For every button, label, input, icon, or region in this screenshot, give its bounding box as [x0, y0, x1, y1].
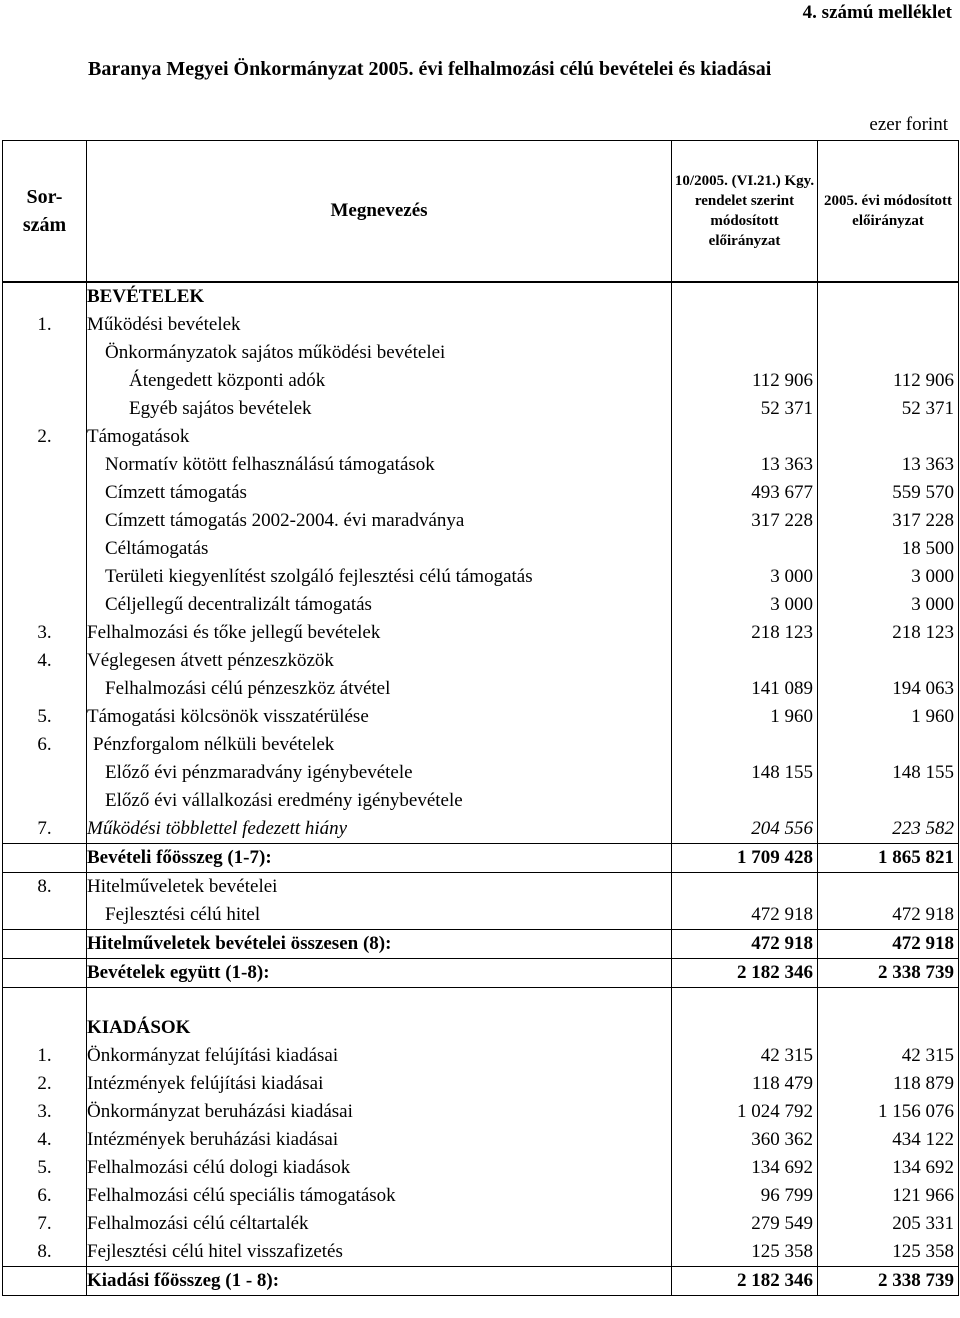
- row-value-a: 279 549: [672, 1210, 818, 1238]
- row-value-a: 472 918: [672, 901, 818, 930]
- row-number: 6.: [3, 1182, 87, 1210]
- row-number: [3, 479, 87, 507]
- row-value-b: 52 371: [818, 395, 959, 423]
- row-label: Előző évi pénzmaradvány igénybevétele: [87, 759, 672, 787]
- row-value-a: 52 371: [672, 395, 818, 423]
- row-value-b: 112 906: [818, 367, 959, 395]
- row-number: 4.: [3, 647, 87, 675]
- row-number: 3.: [3, 1098, 87, 1126]
- table-row: [3, 619, 959, 647]
- table-header-row: [3, 141, 959, 283]
- table-row: [3, 703, 959, 731]
- row-value-a: 1 709 428: [672, 844, 818, 873]
- table-row: [3, 367, 959, 395]
- row-value-a: [672, 731, 818, 759]
- row-label: Átengedett központi adók: [87, 367, 672, 395]
- row-value-b: 3 000: [818, 563, 959, 591]
- income-grand-total-row: [3, 959, 959, 988]
- table-row: [3, 873, 959, 902]
- row-value-b: 18 500: [818, 535, 959, 563]
- row-number: [3, 563, 87, 591]
- row-value-a: [672, 311, 818, 339]
- row-value-b: 205 331: [818, 1210, 959, 1238]
- row-value-b: 472 918: [818, 930, 959, 959]
- table-row: [3, 1098, 959, 1126]
- row-label: Hitelműveletek bevételei: [87, 873, 672, 902]
- row-label: Bevételek együtt (1-8):: [87, 959, 672, 988]
- row-value-b: 13 363: [818, 451, 959, 479]
- row-value-a: 13 363: [672, 451, 818, 479]
- row-number: [3, 759, 87, 787]
- table-row: [3, 1126, 959, 1154]
- row-value-b: [818, 311, 959, 339]
- row-number: 4.: [3, 1126, 87, 1154]
- table-row: [3, 815, 959, 844]
- row-value-a: 3 000: [672, 591, 818, 619]
- row-label: Pénzforgalom nélküli bevételek: [87, 731, 672, 759]
- row-number: 8.: [3, 873, 87, 902]
- row-value-a: 360 362: [672, 1126, 818, 1154]
- row-label: Kiadási főösszeg (1 - 8):: [87, 1267, 672, 1296]
- unit-label: ezer forint: [869, 114, 948, 135]
- table-row: [3, 311, 959, 339]
- table-row: [3, 901, 959, 930]
- row-label: Bevételi főösszeg (1-7):: [87, 844, 672, 873]
- row-label: Fejlesztési célú hitel visszafizetés: [87, 1238, 672, 1267]
- row-value-a: 141 089: [672, 675, 818, 703]
- row-label: Normatív kötött felhasználású támogatások: [87, 451, 672, 479]
- table-row: [3, 535, 959, 563]
- row-value-b: 118 879: [818, 1070, 959, 1098]
- column-header-modositott: 2005. évi módosított előirányzat: [818, 141, 959, 283]
- column-header-sorszam: Sor-szám: [3, 141, 87, 283]
- row-value-b: 125 358: [818, 1238, 959, 1267]
- column-header-rendelet: 10/2005. (VI.21.) Kgy. rendelet szerint módosított előirányzat: [672, 141, 818, 283]
- row-label: Céltámogatás: [87, 535, 672, 563]
- section-heading-expenses: KIADÁSOK: [87, 1014, 672, 1042]
- row-number: 7.: [3, 815, 87, 844]
- row-label: Címzett támogatás 2002-2004. évi maradványa: [87, 507, 672, 535]
- table-row: [3, 731, 959, 759]
- row-value-b: 472 918: [818, 901, 959, 930]
- row-value-b: 223 582: [818, 815, 959, 844]
- row-value-b: 121 966: [818, 1182, 959, 1210]
- row-number: [3, 339, 87, 367]
- row-label: Működési többlettel fedezett hiány: [87, 815, 672, 844]
- table-row: [3, 479, 959, 507]
- table-row: [3, 1210, 959, 1238]
- row-label: Intézmények beruházási kiadásai: [87, 1126, 672, 1154]
- table-row: [3, 1238, 959, 1267]
- row-label: Felhalmozási és tőke jellegű bevételek: [87, 619, 672, 647]
- row-label: Intézmények felújítási kiadásai: [87, 1070, 672, 1098]
- row-number: 7.: [3, 1210, 87, 1238]
- row-value-a: 2 182 346: [672, 1267, 818, 1296]
- row-number: [3, 675, 87, 703]
- section-heading-income: BEVÉTELEK: [87, 282, 672, 311]
- row-label: Önkormányzat beruházási kiadásai: [87, 1098, 672, 1126]
- row-value-b: 1 960: [818, 703, 959, 731]
- row-number: [3, 535, 87, 563]
- row-value-b: 42 315: [818, 1042, 959, 1070]
- row-value-a: [672, 339, 818, 367]
- row-number: 6.: [3, 731, 87, 759]
- row-label: Területi kiegyenlítést szolgáló fejlesztési célú támogatás: [87, 563, 672, 591]
- row-value-b: [818, 873, 959, 902]
- row-number: [3, 901, 87, 930]
- row-value-b: 148 155: [818, 759, 959, 787]
- row-number: [3, 395, 87, 423]
- row-value-a: [672, 647, 818, 675]
- credit-total-row: [3, 930, 959, 959]
- income-subtotal-row: [3, 844, 959, 873]
- row-value-b: [818, 787, 959, 815]
- table-row: [3, 787, 959, 815]
- table-row: [3, 423, 959, 451]
- row-label: Felhalmozási célú pénzeszköz átvétel: [87, 675, 672, 703]
- row-value-a: 112 906: [672, 367, 818, 395]
- budget-table: [2, 140, 959, 1296]
- table-row: [3, 1070, 959, 1098]
- row-value-b: 1 865 821: [818, 844, 959, 873]
- spacer-row: [3, 988, 959, 1015]
- table-row: [3, 507, 959, 535]
- row-value-a: 96 799: [672, 1182, 818, 1210]
- row-value-b: 218 123: [818, 619, 959, 647]
- row-value-a: 472 918: [672, 930, 818, 959]
- row-label: Előző évi vállalkozási eredmény igénybevétele: [87, 787, 672, 815]
- row-value-a: 218 123: [672, 619, 818, 647]
- table-row: [3, 563, 959, 591]
- row-number: 5.: [3, 703, 87, 731]
- row-number: [3, 787, 87, 815]
- row-label: Támogatások: [87, 423, 672, 451]
- row-label: Felhalmozási célú speciális támogatások: [87, 1182, 672, 1210]
- row-value-a: 134 692: [672, 1154, 818, 1182]
- row-value-b: [818, 339, 959, 367]
- table-row: [3, 339, 959, 367]
- row-number: [3, 451, 87, 479]
- row-label: Önkormányzatok sajátos működési bevételei: [87, 339, 672, 367]
- row-value-a: [672, 787, 818, 815]
- row-value-b: [818, 423, 959, 451]
- table-row: [3, 451, 959, 479]
- table-row: [3, 395, 959, 423]
- row-value-a: [672, 873, 818, 902]
- section-heading-row: [3, 282, 959, 311]
- row-value-b: 434 122: [818, 1126, 959, 1154]
- row-number: [3, 367, 87, 395]
- row-label: Címzett támogatás: [87, 479, 672, 507]
- table-row: [3, 675, 959, 703]
- row-value-b: 134 692: [818, 1154, 959, 1182]
- row-value-a: [672, 535, 818, 563]
- row-value-a: 148 155: [672, 759, 818, 787]
- row-value-a: 1 024 792: [672, 1098, 818, 1126]
- row-number: [3, 591, 87, 619]
- row-number: 2.: [3, 1070, 87, 1098]
- table-row: [3, 647, 959, 675]
- row-number: 1.: [3, 1042, 87, 1070]
- row-label: Fejlesztési célú hitel: [87, 901, 672, 930]
- row-value-a: [672, 423, 818, 451]
- row-value-b: 317 228: [818, 507, 959, 535]
- row-value-a: 317 228: [672, 507, 818, 535]
- row-value-b: 559 570: [818, 479, 959, 507]
- table-row: [3, 1182, 959, 1210]
- row-label: Egyéb sajátos bevételek: [87, 395, 672, 423]
- row-value-a: 125 358: [672, 1238, 818, 1267]
- table-row: [3, 759, 959, 787]
- table-row: [3, 1154, 959, 1182]
- row-label: Önkormányzat felújítási kiadásai: [87, 1042, 672, 1070]
- table-row: [3, 591, 959, 619]
- section-heading-row: [3, 1014, 959, 1042]
- row-label: Felhalmozási célú dologi kiadások: [87, 1154, 672, 1182]
- column-header-megnevezes: Megnevezés: [87, 141, 672, 283]
- row-value-a: 3 000: [672, 563, 818, 591]
- row-value-b: 2 338 739: [818, 1267, 959, 1296]
- row-number: [3, 507, 87, 535]
- row-number: 3.: [3, 619, 87, 647]
- row-label: Céljellegű decentralizált támogatás: [87, 591, 672, 619]
- row-value-b: 194 063: [818, 675, 959, 703]
- row-label: Véglegesen átvett pénzeszközök: [87, 647, 672, 675]
- row-number: 8.: [3, 1238, 87, 1267]
- row-value-b: [818, 647, 959, 675]
- row-label: Felhalmozási célú céltartalék: [87, 1210, 672, 1238]
- row-label: Támogatási kölcsönök visszatérülése: [87, 703, 672, 731]
- row-value-b: [818, 731, 959, 759]
- row-value-a: 118 479: [672, 1070, 818, 1098]
- row-value-a: 42 315: [672, 1042, 818, 1070]
- row-value-b: 3 000: [818, 591, 959, 619]
- row-label: Működési bevételek: [87, 311, 672, 339]
- row-value-a: 493 677: [672, 479, 818, 507]
- row-value-b: 2 338 739: [818, 959, 959, 988]
- row-value-a: 1 960: [672, 703, 818, 731]
- annex-label: 4. számú melléklet: [802, 2, 952, 23]
- row-value-a: 204 556: [672, 815, 818, 844]
- row-number: 5.: [3, 1154, 87, 1182]
- row-value-a: 2 182 346: [672, 959, 818, 988]
- expenses-total-row: [3, 1267, 959, 1296]
- row-label: Hitelműveletek bevételei összesen (8):: [87, 930, 672, 959]
- row-number: 2.: [3, 423, 87, 451]
- row-value-b: 1 156 076: [818, 1098, 959, 1126]
- page-title: Baranya Megyei Önkormányzat 2005. évi felhalmozási célú bevételei és kiadásai: [88, 58, 772, 80]
- row-number: 1.: [3, 311, 87, 339]
- table-row: [3, 1042, 959, 1070]
